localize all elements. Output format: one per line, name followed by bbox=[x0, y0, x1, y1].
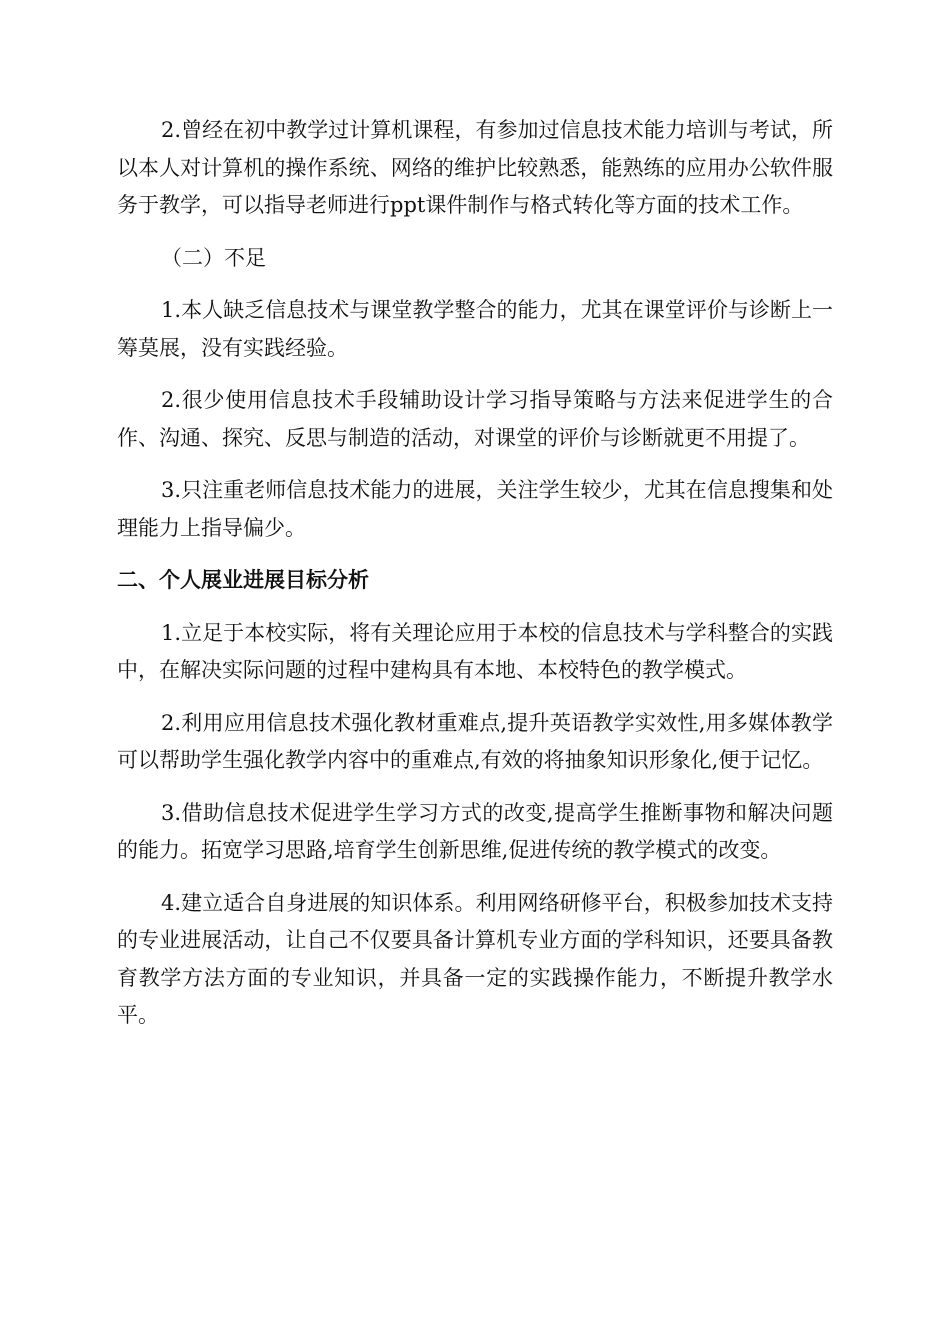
goal-item-3: 3.借助信息技术促进学生学习方式的改变,提高学生推断事物和解决问题的能力。拓宽学习思路,培育学生创新思维,促进传统的教学模式的改变。 bbox=[117, 800, 833, 862]
weaknesses-heading: （二）不足 bbox=[161, 245, 266, 270]
weakness-item-1: 1.本人缺乏信息技术与课堂教学整合的能力，尤其在课堂评价与诊断上一筹莫展，没有实践经验。 bbox=[117, 298, 833, 360]
goal-item-4: 4.建立适合自身进展的知识体系。利用网络研修平台，积极参加技术支持的专业进展活动，让自己不仅要具备计算机专业方面的学科知识，还要具备教育教学方法方面的专业知识，并具备一定的实践操作能力，不断提升教学水平。 bbox=[117, 890, 833, 1027]
weakness-item-3: 3.只注重老师信息技术能力的进展，关注学生较少，尤其在信息搜集和处理能力上指导偏少。 bbox=[117, 478, 833, 540]
goals-section-heading: 二、个人展业进展目标分析 bbox=[117, 568, 369, 592]
document-page bbox=[117, 112, 833, 1050]
strength-item-2: 2.曾经在初中教学过计算机课程，有参加过信息技术能力培训与考试，所以本人对计算机的操作系统、网络的维护比较熟悉，能熟练的应用办公软件服务于教学，可以指导老师进行ppt课件制作与格式转化等方面的技术工作。 bbox=[117, 118, 833, 217]
goal-item-2: 2.利用应用信息技术强化教材重难点,提升英语教学实效性,用多媒体教学可以帮助学生强化教学内容中的重难点,有效的将抽象知识形象化,便于记忆。 bbox=[117, 710, 833, 772]
weakness-item-2: 2.很少使用信息技术手段辅助设计学习指导策略与方法来促进学生的合作、沟通、探究、反思与制造的活动，对课堂的评价与诊断就更不用提了。 bbox=[117, 388, 833, 450]
goal-item-1: 1.立足于本校实际，将有关理论应用于本校的信息技术与学科整合的实践中，在解决实际问题的过程中建构具有本地、本校特色的教学模式。 bbox=[117, 620, 833, 682]
